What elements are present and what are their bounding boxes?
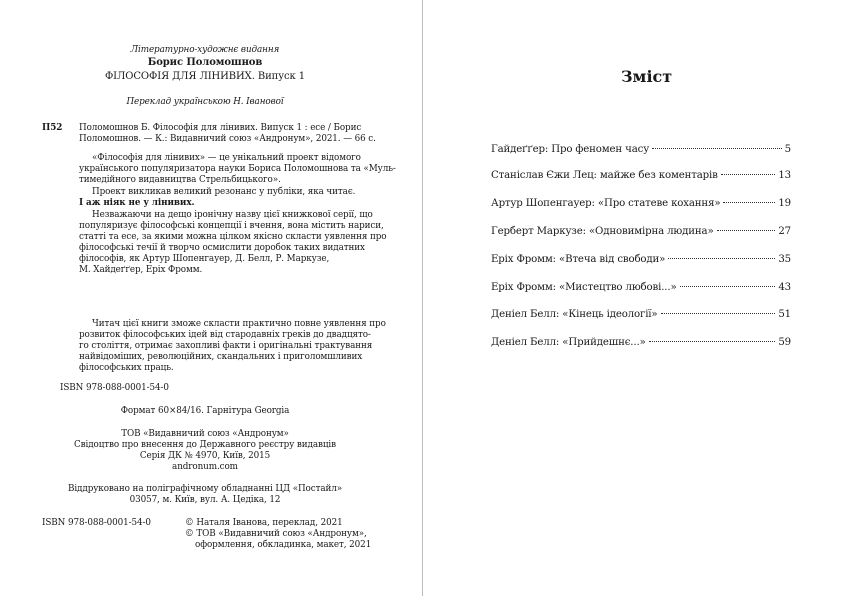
annotation-line: статті та есе, за якими можна цілком якісно скласти уявлення про [79,232,387,242]
toc-entry[interactable] [491,169,791,183]
toc-entry[interactable] [491,197,791,211]
publisher-line: Свідоцтво про внесення до Державного реєстру видавців [74,440,336,450]
toc-leader-dots [661,313,776,314]
toc-entry[interactable] [491,143,791,157]
toc-entry-page: 51 [778,309,791,320]
annotation-line: Проект викликав великий резонанс у публіки, яка читає. [92,187,356,197]
toc-entry-page: 19 [778,198,791,209]
annotation-line: популяризує філософські концепції і вчення, вона містить нариси, [79,221,384,231]
reader-line: го століття, отримає захопливі факти і оригінальні трактування [79,341,373,351]
toc-leader-dots [668,258,775,259]
author-name: Борис Поломошнов [147,57,263,68]
toc-leader-dots [723,202,775,203]
annotation-line: М. Хайдеґґер, Еріх Фромм. [79,265,203,275]
reader-line: найвідоміших, революційних, скандальних і приголомшливих [79,352,363,362]
toc-entry-label: Станіслав Єжи Лец: майже без коментарів [491,170,718,181]
toc-entry-page: 5 [784,144,791,155]
annotation-line: філософські течії й творчо осмислити доробок таких видатних [79,243,365,253]
format-line: Формат 60×84/16. Гарнітура Georgia [120,406,290,416]
toc-leader-dots [717,230,776,231]
toc-leader-dots [649,341,776,342]
toc-leader-dots [652,148,782,149]
toc-entry-label: Деніел Белл: «Кінець ідеології» [491,309,658,320]
bibliographic-line: Поломошнов. — К.: Видавничий союз «Андронум», 2021. — 66 с. [79,134,376,144]
annotation-line: Незважаючи на дещо іронічну назву цієї книжкової серії, що [92,210,373,220]
toc-entry[interactable] [491,225,791,239]
isbn-top: ISBN 978-088-0001-54-0 [60,383,169,393]
toc-entry-page: 35 [778,254,791,265]
annotation-line: І аж ніяк не у лінивих. [79,198,195,208]
contents-page [423,0,844,596]
toc-leader-dots [721,174,776,175]
publisher-line: Серія ДК № 4970, Київ, 2015 [139,451,271,461]
annotation-line: філософів, як Артур Шопенгауер, Д. Белл, Р. Маркузе, [79,254,330,264]
toc-entry[interactable] [491,281,791,295]
toc-entry-page: 43 [778,282,791,293]
toc-entry-label: Деніел Белл: «Прийдешнє...» [491,337,646,348]
annotation-line: українського популяризатора науки Бориса Поломошнова та «Муль- [79,164,396,174]
book-title: ФІЛОСОФІЯ ДЛЯ ЛІНИВИХ. Випуск 1 [104,71,305,82]
toc-entry-page: 13 [778,170,791,181]
reader-line: Читач цієї книги зможе скласти практично повне уявлення про [92,319,386,329]
toc-title: Зміст [621,67,673,86]
toc-entry-label: Гайдеґґер: Про феномен часу [491,144,650,155]
translation-credit: Переклад українською Н. Іванової [126,97,284,107]
toc-entry-label: Герберт Маркузе: «Одновимірна людина» [491,226,714,237]
publisher-website: andronum.com [172,462,238,472]
toc-entry-page: 59 [778,337,791,348]
toc-entry-label: Еріх Фромм: «Втеча від свободи» [491,254,666,265]
annotation-line: тимедійного видавництва Стрельбицького». [79,175,281,185]
printer-line: 03057, м. Київ, вул. А. Цедіка, 12 [129,495,281,505]
toc-entry-page: 27 [778,226,791,237]
annotation-line: «Філософія для лінивих» — це унікальний проект відомого [92,153,361,163]
toc-entry-label: Еріх Фромм: «Мистецтво любові...» [491,282,677,293]
edition-type: Літературно-художнє видання [130,45,280,55]
toc-entry-label: Артур Шопенгауер: «Про статеве кохання» [491,198,721,209]
copyright-line: © Наталя Іванова, переклад, 2021 [185,518,343,528]
catalog-code: П52 [42,123,63,133]
toc-leader-dots [680,286,776,287]
toc-entry[interactable] [491,308,791,322]
publisher-line: ТОВ «Видавничий союз «Андронум» [121,429,289,439]
copyright-line: оформлення, обкладинка, макет, 2021 [195,540,372,550]
toc-entry[interactable] [491,253,791,267]
copyright-line: © ТОВ «Видавничий союз «Андронум», [185,529,367,539]
bibliographic-line: Поломошнов Б. Філософія для лінивих. Випуск 1 : есе / Борис [79,123,362,133]
printer-line: Віддруковано на поліграфічному обладнанні ЦД «Постайл» [67,484,343,494]
isbn-bottom: ISBN 978-088-0001-54-0 [42,518,151,528]
reader-line: філософських праць. [79,363,174,373]
reader-line: розвиток філософських ідей від стародавніх греків до двадцято- [79,330,371,340]
toc-entry[interactable] [491,336,791,350]
